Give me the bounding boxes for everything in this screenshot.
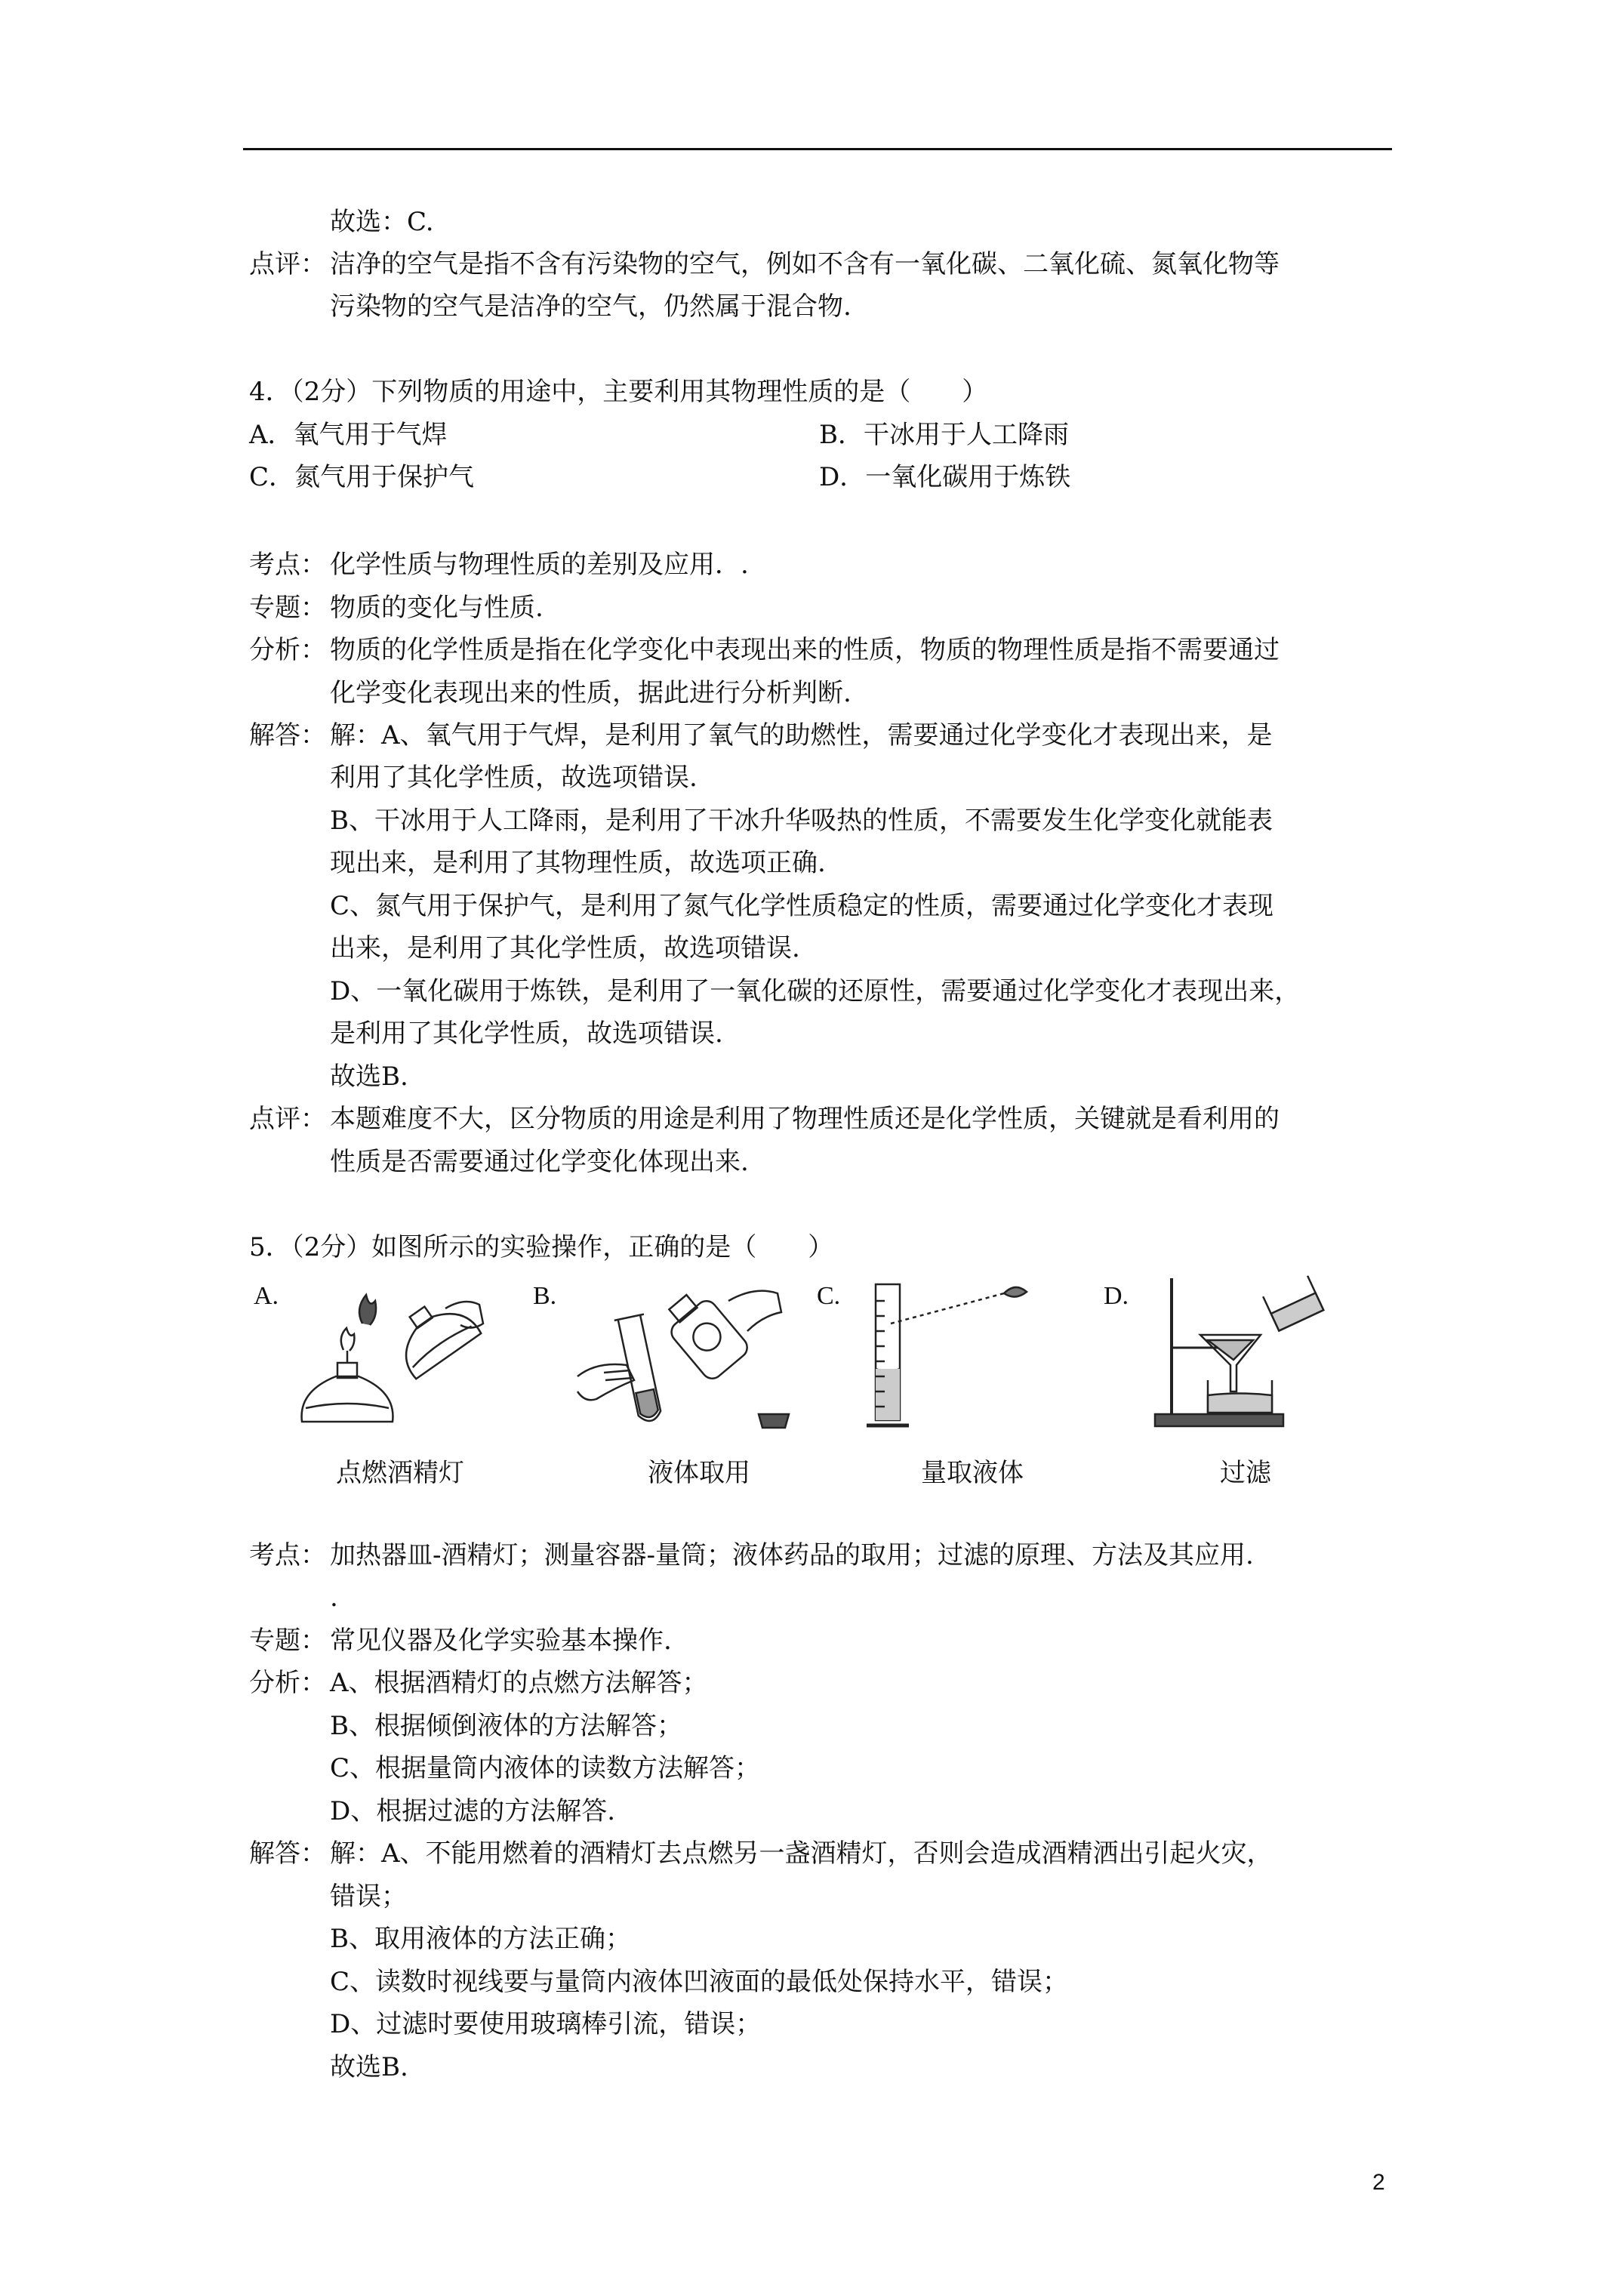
q4-option-c: C．氮气用于保护气 <box>249 462 475 492</box>
q4-jieda-line-1: 解：A、氧气用于气焊，是利用了氧气的助燃性，需要通过化学变化才表现出来，是 <box>330 720 1273 750</box>
q4-jieda-label: 解答： <box>249 720 326 750</box>
fig-d-letter: D. <box>1104 1282 1129 1310</box>
q5-kaodian-label: 考点： <box>249 1540 326 1570</box>
q4-dianping-label: 点评： <box>249 1104 326 1134</box>
q5-zhuanti: 常见仪器及化学实验基本操作. <box>330 1626 672 1656</box>
q4-option-b: B．干冰用于人工降雨 <box>819 420 1069 450</box>
fig-b-caption: 液体取用 <box>648 1458 750 1488</box>
q4-dianping-line-2: 性质是否需要通过化学变化体现出来. <box>330 1147 749 1177</box>
figure-liquid-taking <box>574 1278 800 1437</box>
q3-comment-line-2: 污染物的空气是洁净的空气，仍然属于混合物. <box>330 291 852 322</box>
q5-kaodian-line-1: 加热器皿-酒精灯；测量容器-量筒；液体药品的取用；过滤的原理、方法及其应用. <box>330 1540 1254 1570</box>
q4-kaodian: 化学性质与物理性质的差别及应用．. <box>330 550 749 580</box>
fig-b-letter: B. <box>533 1282 557 1310</box>
figure-alcohol-lamp <box>291 1278 487 1437</box>
q4-jieda-line-8: 是利用了其化学性质，故选项错误. <box>330 1019 723 1049</box>
q4-dianping-line-1: 本题难度不大，区分物质的用途是利用了物理性质还是化学性质，关键就是看利用的 <box>330 1104 1280 1134</box>
q5-jieda-line-1: 解：A、不能用燃着的酒精灯去点燃另一盏酒精灯，否则会造成酒精洒出引起火灾， <box>330 1838 1273 1869</box>
q5-fenxi-line-4: D、根据过滤的方法解答. <box>330 1796 616 1826</box>
q4-stem: 4．（2分）下列物质的用途中，主要利用其物理性质的是（ ） <box>249 377 988 407</box>
q4-fenxi-line-1: 物质的化学性质是指在化学变化中表现出来的性质，物质的物理性质是指不需要通过 <box>330 635 1280 665</box>
fig-c-letter: C. <box>817 1282 841 1310</box>
q4-fenxi-line-2: 化学变化表现出来的性质，据此进行分析判断. <box>330 678 852 708</box>
q3-comment-label: 点评： <box>249 249 326 279</box>
page-number: 2 <box>1372 2170 1385 2195</box>
q5-jieda-line-2: 错误； <box>330 1881 407 1912</box>
q5-fenxi-line-1: A、根据酒精灯的点燃方法解答； <box>330 1668 708 1698</box>
q4-jieda-line-7: D、一氧化碳用于炼铁，是利用了一氧化碳的还原性，需要通过化学变化才表现出来， <box>330 976 1301 1006</box>
q4-zhuanti-label: 专题： <box>249 593 326 623</box>
q5-fenxi-line-2: B、根据倾倒液体的方法解答； <box>330 1711 682 1741</box>
q5-fenxi-line-3: C、根据量筒内液体的读数方法解答； <box>330 1753 761 1783</box>
q3-comment-line-1: 洁净的空气是指不含有污染物的空气，例如不含有一氧化碳、二氧化硫、氮氧化物等 <box>330 249 1280 279</box>
q5-jieda-line-5: D、过滤时要使用玻璃棒引流，错误； <box>330 2009 762 2039</box>
q5-jieda-line-3: B、取用液体的方法正确； <box>330 1924 631 1954</box>
q4-fenxi-label: 分析： <box>249 635 326 665</box>
q4-kaodian-label: 考点： <box>249 550 326 580</box>
q5-jieda-line-6: 故选B. <box>330 2052 408 2082</box>
fig-d-caption: 过滤 <box>1220 1458 1271 1488</box>
q4-option-a: A．氧气用于气焊 <box>249 420 448 450</box>
q5-fenxi-label: 分析： <box>249 1668 326 1698</box>
q4-jieda-line-2: 利用了其化学性质，故选项错误. <box>330 763 698 793</box>
header-rule <box>243 148 1392 150</box>
figure-measuring-cylinder <box>861 1278 1057 1437</box>
q4-jieda-line-5: C、氮气用于保护气，是利用了氮气化学性质稳定的性质，需要通过化学变化才表现 <box>330 891 1274 921</box>
q5-stem: 5．（2分）如图所示的实验操作，正确的是（ ） <box>249 1232 834 1262</box>
figure-filtration <box>1147 1278 1344 1437</box>
q4-jieda-line-3: B、干冰用于人工降雨，是利用了干冰升华吸热的性质，不需要发生化学变化就能表 <box>330 806 1273 836</box>
q3-answer: 故选：C. <box>330 207 434 237</box>
q4-option-d: D．一氧化碳用于炼铁 <box>819 462 1071 492</box>
q4-jieda-line-6: 出来，是利用了其化学性质，故选项错误. <box>330 933 800 963</box>
q5-jieda-label: 解答： <box>249 1838 326 1869</box>
q5-jieda-line-4: C、读数时视线要与量筒内液体凹液面的最低处保持水平，错误； <box>330 1967 1069 1997</box>
q4-jieda-line-4: 现出来，是利用了其物理性质，故选项正确. <box>330 848 826 878</box>
q5-kaodian-line-2: . <box>330 1583 338 1613</box>
fig-a-caption: 点燃酒精灯 <box>336 1458 464 1488</box>
fig-a-letter: A. <box>254 1282 279 1310</box>
q5-zhuanti-label: 专题： <box>249 1626 326 1656</box>
q4-jieda-line-9: 故选B. <box>330 1062 408 1092</box>
q4-zhuanti: 物质的变化与性质. <box>330 593 544 623</box>
fig-c-caption: 量取液体 <box>921 1458 1024 1488</box>
